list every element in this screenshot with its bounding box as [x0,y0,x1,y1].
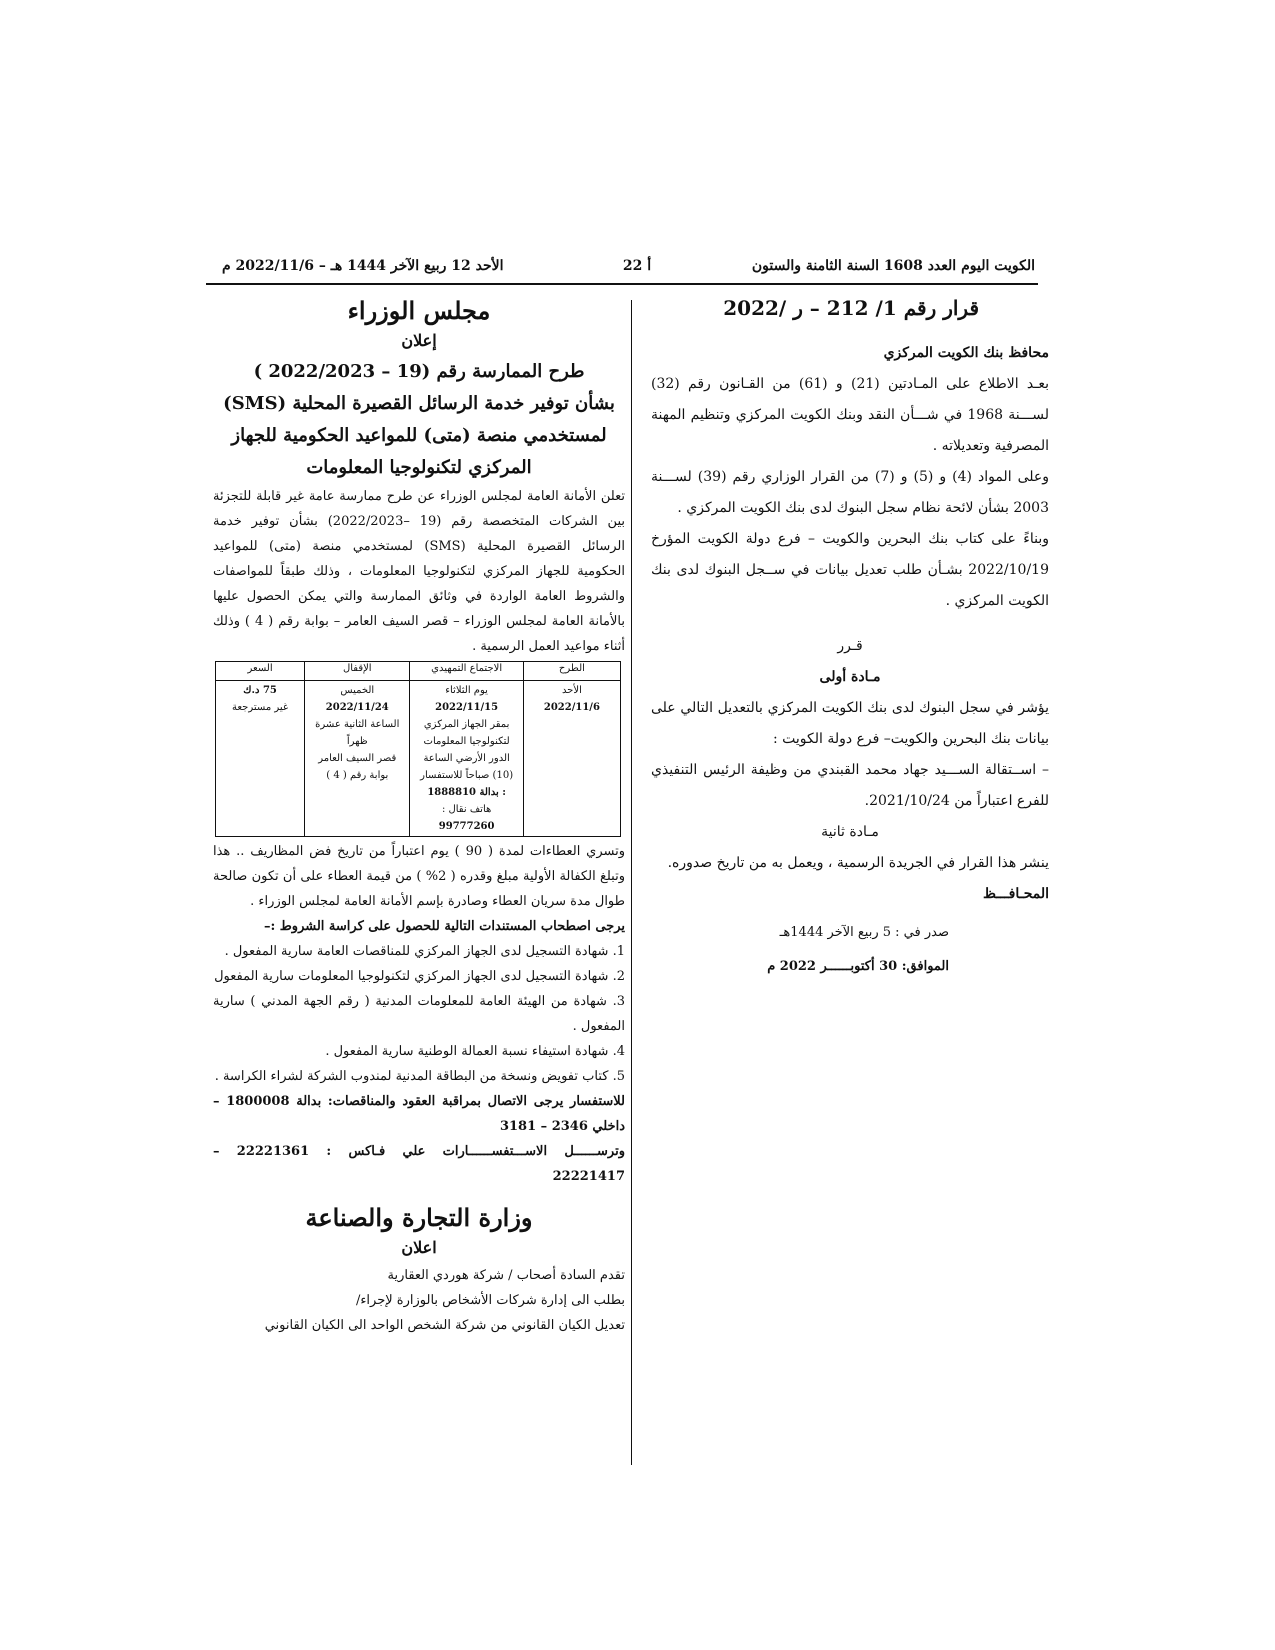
decision-para-4: يؤشر في سجل البنوك لدى بنك الكويت المركزي بالتعديل التالي على بيانات بنك البحرين والكويت– فرع دولة الكويت : [651,700,1049,747]
cell-line: 75 د.ك [243,685,277,696]
announcement-label: إعلان [401,331,437,350]
document-item: 2. شهادة التسجيل لدى الجهاز المركزي لتكنولوجيا المعلومات سارية المفعول [214,969,625,984]
decision-column [651,296,1049,984]
decision-title: قرار رقم 1/ 212 – ر /2022 [723,296,979,320]
decision-para-3: وبناءً على كتاب بنك البحرين والكويت – فرع دولة الكويت المؤرخ 2022/10/19 بشـأن طلب تعديل بيانات في ســجل البنوك لدى بنك الكويت المركزي . [651,531,1049,609]
article-1-heading: مـادة أولى [819,669,881,685]
cell-line: 2022/11/15 [435,702,499,713]
contact-phone: للاستفسار يرجى الاتصال بمراقبة العقود والمناقصات: بدالة 1800008 – داخلي 2346 – 3181 [213,1094,625,1134]
cell-line: هاتف نقال : [441,804,492,815]
header-date: الأحد 12 ربيع الآخر 1444 هـ – 2022/11/6 م [222,258,504,274]
document-item: 3. شهادة من الهيئة العامة للمعلومات المدنية ( رقم الجهة المدني ) سارية المفعول . [213,994,625,1034]
tender-heading-3: لمستخدمي منصة (متى) للمواعيد الحكومية للجهاز [231,425,607,446]
table-cell-meeting [410,681,523,837]
council-title: مجلس الوزراء [347,296,491,325]
document-item: 4. شهادة استيفاء نسبة العمالة الوطنية سارية المفعول . [325,1044,625,1059]
cell-line: : بدالة 1888810 [427,787,506,798]
cell-line: الدور الأرضي الساعة [423,753,510,764]
table-cell-closing [305,681,410,837]
table-cell-price [216,681,305,837]
header-rule [206,283,1038,285]
cell-line: غير مسترجعة [232,702,289,713]
cell-line: الخميس [340,685,375,696]
table-header: الإقفال [305,662,410,681]
validity-para: وتسري العطاءات لمدة ( 90 ) يوم اعتباراً من تاريخ فض المظاريف .. هذا وتبلغ الكفالة الأولية مبلغ وقدره ( 2% ) من قيمة العطاء على أن تكون صالحة طوال مدة سريان العطاء وصادرة بإسم الأمانة العامة لمجلس الوزراء . [213,844,625,909]
cell-line: ظهراً [346,736,368,747]
tender-heading-4: المركزي لتكنولوجيا المعلومات [306,457,532,478]
cell-line: الأحد [561,685,582,696]
cell-line: 2022/11/24 [325,702,389,713]
cell-line: الساعة الثانية عشرة [315,719,400,730]
cell-line: بوابة رقم ( 4 ) [326,770,389,781]
table-header: السعر [216,662,305,681]
decision-para-6: ينشر هذا القرار في الجريدة الرسمية ، ويعمل به من تاريخ صدوره. [667,855,1049,871]
document-item: 5. كتاب تفويض ونسخة من البطاقة المدنية لمندوب الشركة لشراء الكراسة . [214,1069,625,1084]
tender-schedule-table [215,661,621,837]
decided-heading: قـرر [837,638,863,654]
cell-line: 2022/11/6 [543,702,600,713]
table-header: الاجتماع التمهيدي [410,662,523,681]
issued-date: صدر في : 5 ربيع الآخر 1444هـ [779,925,949,940]
tender-heading-2: بشأن توفير خدمة الرسائل القصيرة المحلية (SMS) [223,393,615,414]
commerce-line-3: تعديل الكيان القانوني من شركة الشخص الواحد الى الكيان القانوني [264,1318,625,1333]
announcement-label-2: اعلان [401,1238,437,1257]
commerce-line-1: تقدم السادة أصحاب / شركة هوردي العقارية [387,1268,625,1283]
cell-line: 99777260 [438,821,495,832]
cell-line: قصر السيف العامر [318,753,397,764]
header-issue: الكويت اليوم العدد 1608 السنة الثامنة والستون [751,258,1035,274]
tender-intro: تعلن الأمانة العامة لمجلس الوزراء عن طرح ممارسة عامة غير قابلة للتجزئة بين الشركات المتخصصة رقم (19 –2022/2023) بشأن توفير خدمة الرسائل القصيرة المحلية (SMS) لمستخدمي منصة (متى) للمواعيد الحكومية للجهاز المركزي لتكنولوجيا المعلومات ، وذلك طبقاً للمواصفات والشروط العامة الواردة في وثائق الممارسة والتي يمكن الحصول عليها بالأمانة العامة لمجلس الوزراء – قصر السيف العامر – بوابة رقم ( 4 ) وذلك أثناء مواعيد العمل الرسمية . [213,489,626,654]
table-header: الطرح [523,662,620,681]
decision-para-1: بعـد الاطلاع على المـادتين (21) و (61) من القـانون رقم (32) لســـنة 1968 في شـــأن النقد وبنك الكويت المركزي وتنظيم المهنة المصرفية وتعديلاته . [651,376,1050,454]
governor-line: محافظ بنك الكويت المركزي [883,345,1049,361]
signer: المحـافـــظ [983,886,1049,902]
announcements-column [213,296,625,1338]
decision-para-2: وعلى المواد (4) و (5) و (7) من القرار الوزاري رقم (39) لســـنة 2003 بشأن لائحة نظام سجل البنوك لدى بنك الكويت المركزي . [651,469,1050,516]
cell-line: يوم الثلاثاء [445,685,488,696]
ministry-title: وزارة التجارة والصناعة [305,1203,533,1232]
cell-line: لتكنولوجيا المعلومات [423,736,510,747]
cell-line: (10) صباحاً للاستفسار [420,770,514,781]
commerce-line-2: بطلب الى إدارة شركات الأشخاص بالوزارة لإجراء/ [355,1293,625,1308]
column-divider [631,300,632,1465]
table-cell-offering [523,681,620,837]
decision-para-5: – اســتقالة الســـيد جهاد محمد القبندي من وظيفة الرئيس التنفيذي للفرع اعتباراً من 2021/10/24. [651,762,1049,809]
article-2-heading: مـادة ثانية [821,824,879,840]
cell-line: بمقر الجهاز المركزي [423,719,510,730]
corresponding-date: الموافق: 30 أكتوبــــــر 2022 م [767,959,949,974]
header-page-number: أ 22 [622,258,652,274]
tender-heading-1: طرح الممارسة رقم (19 – 2022/2023 ) [253,361,585,382]
contact-fax: وترســــــل الاســـتفســــــارات علي فـاكس : 22221361 – 22221417 [213,1144,625,1184]
documents-title: يرجى اصطحاب المستندات التالية للحصول على كراسة الشروط :– [263,919,625,934]
document-item: 1. شهادة التسجيل لدى الجهاز المركزي للمناقصات العامة سارية المفعول . [224,944,625,959]
